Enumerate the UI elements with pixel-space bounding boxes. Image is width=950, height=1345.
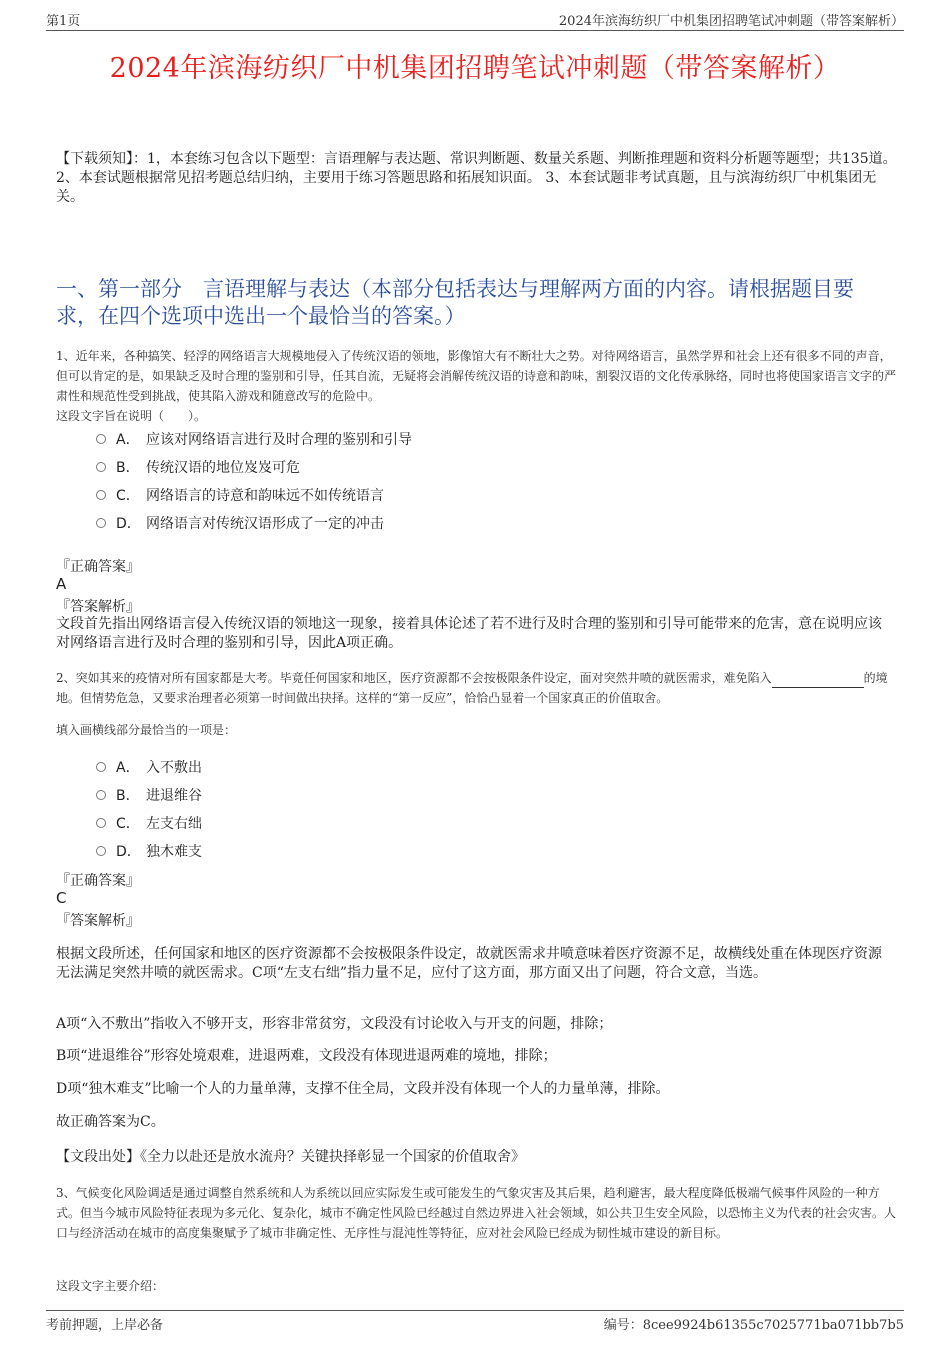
radio-icon[interactable]	[96, 490, 106, 500]
q3-stem: 3、气候变化风险调适是通过调整自然系统和人为系统以回应实际发生或可能发生的气象灾害及其后果，趋利避害，最大程度降低极端气候事件风险的一种方式。但当今城市风险特征表现为多元化、复杂化，城市不确定性风险已经越过自然边界进入社会领域，如公共卫生安全风险，以恐怖主义为代表的社会灾害。人口与经济活动在城市的高度集聚赋予了城市非确定性、无序性与混沌性等特征，应对社会风险已经成为韧性城市建设的新目标。	[56, 1186, 897, 1240]
q1-prompt: 这段文字旨在说明（ ）。	[56, 409, 207, 423]
section-heading: 一、第一部分 言语理解与表达（本部分包括表达与理解两方面的内容。请根据题目要求，在四个选项中选出一个最恰当的答案。）	[56, 277, 854, 328]
q1-answer: A	[56, 575, 67, 593]
q1-option-d[interactable]: D． 网络语言对传统汉语形成了一定的冲击	[96, 509, 412, 537]
q2-option-d[interactable]: D． 独木难支	[96, 837, 202, 865]
q2-analysis-p3: B项“进退维谷”形容处境艰难，进退两难，文段没有体现进退两难的境地，排除；	[56, 1048, 557, 1064]
radio-icon[interactable]	[96, 846, 106, 856]
q2-analysis-label: 『答案解析』	[56, 913, 140, 929]
footer-doc-id: 编号：8cee9924b61355c7025771ba071bb7b5	[603, 1318, 904, 1333]
q2-source: 【文段出处】《全力以赴还是放水流舟？关键抉择彰显一个国家的价值取舍》	[56, 1149, 525, 1165]
radio-icon[interactable]	[96, 762, 106, 772]
q2-answer-label: 『正确答案』	[56, 873, 140, 889]
header-doc-title: 2024年滨海纺织厂中机集团招聘笔试冲刺题（带答案解析）	[558, 14, 904, 29]
q2-option-c[interactable]: C． 左支右绌	[96, 809, 202, 837]
footer-divider	[46, 1310, 904, 1311]
q2-analysis-p2: A项“入不敷出”指收入不够开支，形容非常贫穷，文段没有讨论收入与开支的问题，排除；	[56, 1016, 613, 1032]
q2-analysis-p1: 根据文段所述，任何国家和地区的医疗资源都不会按极限条件设定，故就医需求井喷意味着医疗资源不足，故横线处重在体现医疗资源无法满足突然井喷的就医需求。C项“左支右绌”指力量不足，应付了这方面，那方面又出了问题，符合文意，当选。	[56, 946, 882, 981]
q2-analysis-p4: D项“独木难支”比喻一个人的力量单薄，支撑不住全局，文段并没有体现一个人的力量单薄，排除。	[56, 1081, 670, 1097]
q2-option-a[interactable]: A． 入不敷出	[96, 753, 202, 781]
q2-answer: C	[56, 889, 67, 907]
q2-prompt: 填入画横线部分最恰当的一项是：	[56, 723, 237, 737]
q2-options	[96, 753, 202, 865]
q1-answer-label: 『正确答案』	[56, 559, 140, 575]
q2-stem: 2、突如其来的疫情对所有国家都是大考。毕竟任何国家和地区，医疗资源都不会按极限条件设定，面对突然井喷的就医需求，难免陷入 的境地。但情势危急，又要求治理者必须第一时间做出抉择。这样的“第一反应”，恰恰凸显着一个国家真正的价值取舍。	[56, 671, 888, 705]
header-divider	[46, 30, 904, 31]
radio-icon[interactable]	[96, 434, 106, 444]
q2-option-b[interactable]: B． 进退维谷	[96, 781, 202, 809]
radio-icon[interactable]	[96, 818, 106, 828]
page-number: 第1页	[46, 14, 81, 29]
document-title: 2024年滨海纺织厂中机集团招聘笔试冲刺题（带答案解析）	[109, 53, 841, 84]
q1-option-a[interactable]: A． 应该对网络语言进行及时合理的鉴别和引导	[96, 425, 412, 453]
q3-prompt: 这段文字主要介绍：	[56, 1279, 165, 1293]
radio-icon[interactable]	[96, 790, 106, 800]
q1-option-b[interactable]: B． 传统汉语的地位岌岌可危	[96, 453, 412, 481]
q2-analysis-p5: 故正确答案为C。	[56, 1114, 165, 1130]
q1-analysis-label: 『答案解析』	[56, 599, 140, 615]
q1-option-c[interactable]: C． 网络语言的诗意和韵味远不如传统语言	[96, 481, 412, 509]
q1-options	[96, 425, 412, 537]
radio-icon[interactable]	[96, 462, 106, 472]
q1-stem: 1、近年来，各种搞笑、轻浮的网络语言大规模地侵入了传统汉语的领地，影像馆大有不断壮大之势。对待网络语言，虽然学界和社会上还有很多不同的声音，但可以肯定的是，如果缺乏及时合理的鉴别和引导，任其自流，无疑将会消解传统汉语的诗意和韵味，割裂汉语的文化传承脉络，同时也将使国家语言文字的严肃性和规范性受到挑战，使其陷入游戏和随意改写的危险中。	[56, 349, 897, 403]
radio-icon[interactable]	[96, 518, 106, 528]
fill-blank	[772, 675, 864, 688]
q1-analysis: 文段首先指出网络语言侵入传统汉语的领地这一现象，接着具体论述了若不进行及时合理的鉴别和引导可能带来的危害，意在说明应该对网络语言进行及时合理的鉴别和引导，因此A项正确。	[56, 616, 882, 651]
download-notice: 【下载须知】：1，本套练习包含以下题型：言语理解与表达题、常识判断题、数量关系题、判断推理题和资料分析题等题型；共135道。 2、本套试题根据常见招考题总结归纳，主要用于练习答题思路和拓展知识面。 3、本套试题非考试真题，且与滨海纺织厂中机集团无关。	[56, 151, 897, 205]
footer-slogan: 考前押题，上岸必备	[46, 1318, 164, 1333]
